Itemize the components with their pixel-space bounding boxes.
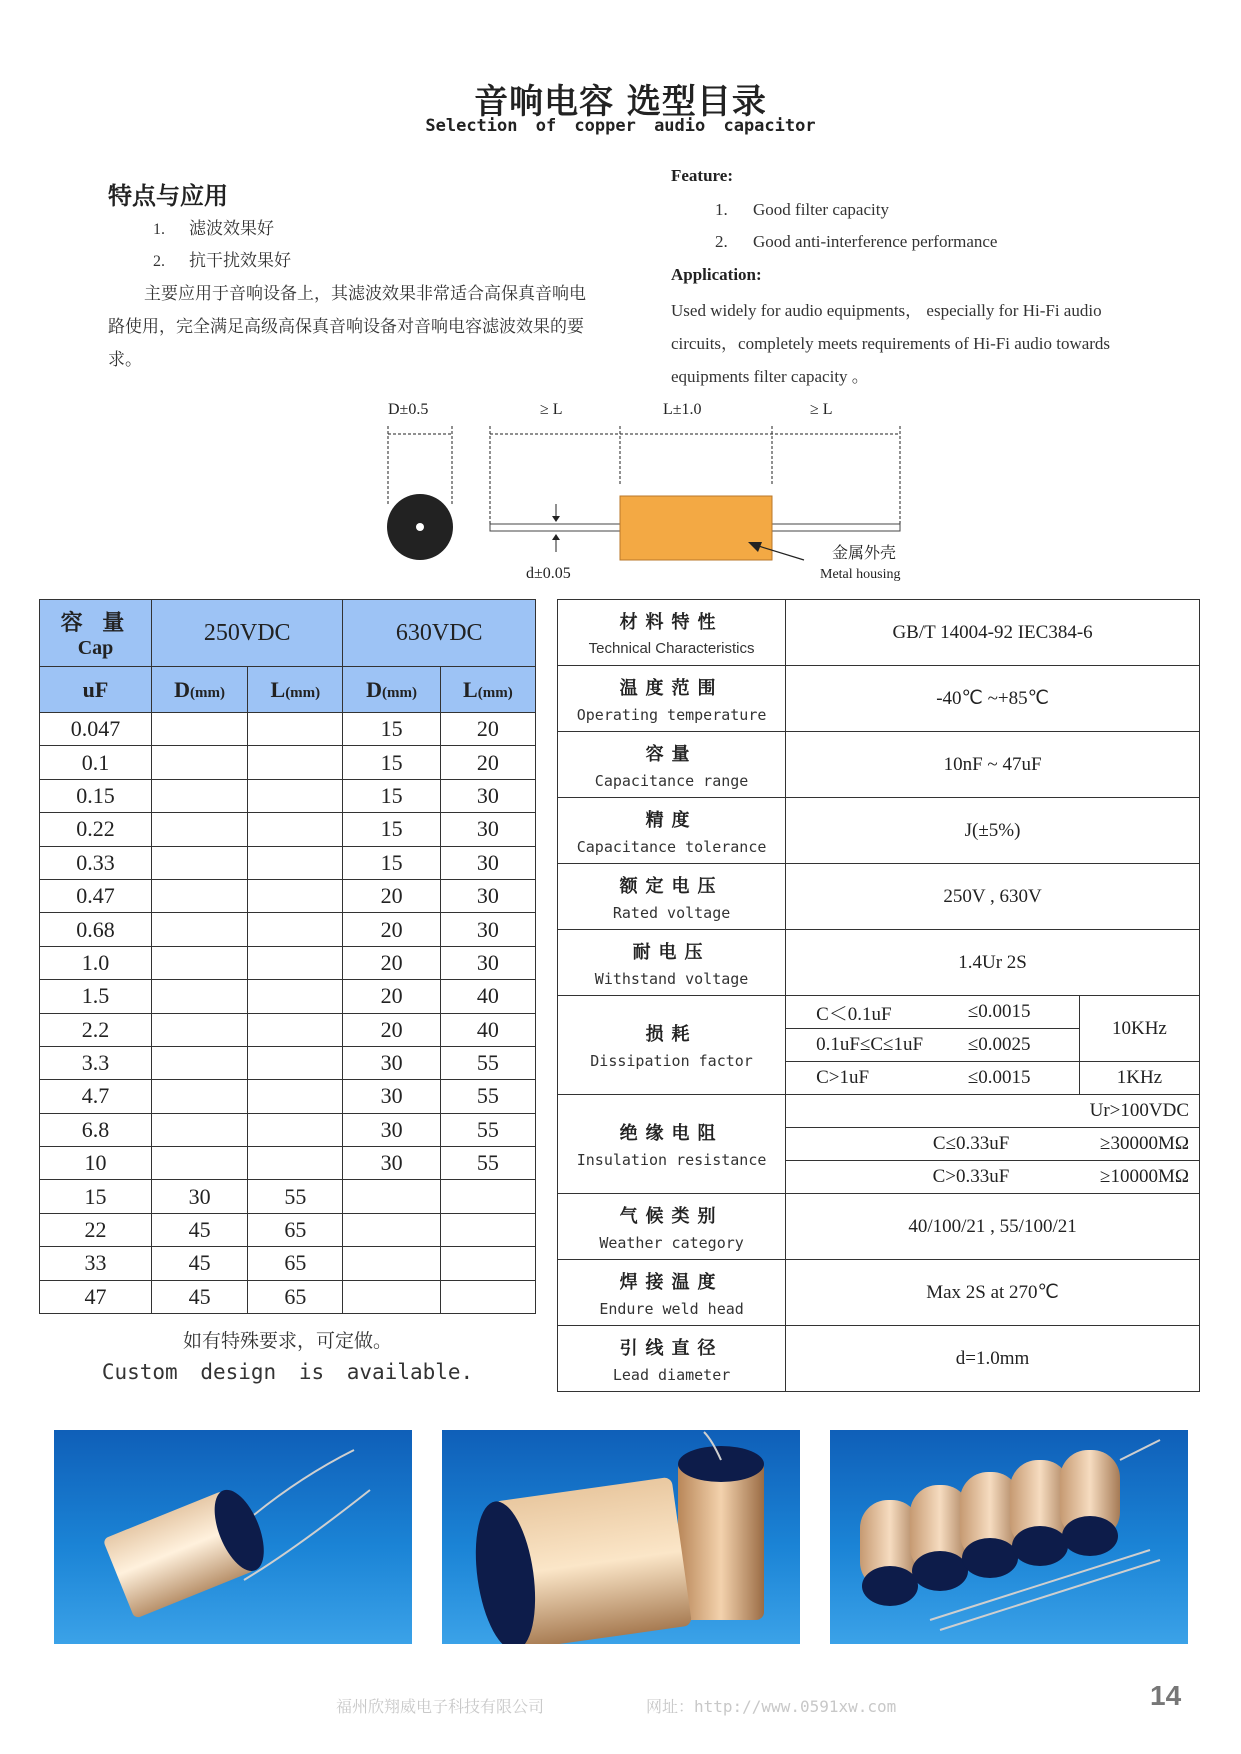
features-cn-item bbox=[153, 246, 291, 271]
table-row bbox=[40, 713, 536, 746]
df-frequency: 1KHz bbox=[1079, 1062, 1199, 1095]
capacitance-dimension-table bbox=[39, 599, 536, 1314]
label-cn: 损耗 bbox=[645, 1024, 698, 1045]
cell-l630: 55 bbox=[440, 1113, 535, 1146]
mm-label: (mm) bbox=[190, 684, 226, 701]
mm-label: (mm) bbox=[285, 684, 321, 701]
header-unit: uF bbox=[40, 667, 152, 713]
label-cn: 绝缘电阻 bbox=[619, 1123, 724, 1144]
spec-value-weather: 40/100/21 , 55/100/21 bbox=[786, 1194, 1200, 1260]
spec-value-weld: Max 2S at 270℃ bbox=[786, 1260, 1200, 1326]
list-text: Good anti-interference performance bbox=[753, 232, 998, 251]
cell-cap: 15 bbox=[40, 1180, 152, 1213]
lead-dot bbox=[416, 523, 424, 531]
cell-cap: 10 bbox=[40, 1147, 152, 1180]
cell-l630 bbox=[440, 1280, 535, 1313]
specification-table bbox=[557, 599, 1200, 1392]
cell-l630 bbox=[440, 1213, 535, 1246]
cell-l630: 30 bbox=[440, 913, 535, 946]
cell-l250 bbox=[248, 1046, 343, 1079]
header-l-250 bbox=[248, 667, 343, 713]
cell-d630: 30 bbox=[343, 1080, 440, 1113]
cell-d250: 45 bbox=[151, 1247, 247, 1280]
d-dimension-label: D±0.5 bbox=[388, 401, 429, 418]
table-row bbox=[40, 1113, 536, 1146]
spec-value-tolerance: J(±5%) bbox=[786, 798, 1200, 864]
cell-cap: 33 bbox=[40, 1247, 152, 1280]
label-cn: 耐电压 bbox=[632, 941, 711, 963]
cell-d630: 20 bbox=[343, 980, 440, 1013]
df-condition: C>1uF bbox=[786, 1062, 968, 1095]
cell-d250: 30 bbox=[151, 1180, 247, 1213]
custom-note-cn: 如有特殊要求，可定做。 bbox=[182, 1330, 392, 1352]
spec-value-technical: GB/T 14004-92 IEC384-6 bbox=[786, 600, 1200, 666]
cell-cap: 1.0 bbox=[40, 946, 152, 979]
cell-l250 bbox=[248, 946, 343, 979]
header-cap bbox=[40, 600, 152, 667]
cell-d630: 15 bbox=[343, 813, 440, 846]
arrow-head bbox=[552, 516, 560, 522]
label-en: Capacitance range bbox=[594, 771, 749, 790]
label-cn: 精度 bbox=[645, 809, 698, 831]
cell-l630: 30 bbox=[440, 879, 535, 912]
cell-l250 bbox=[248, 813, 343, 846]
capacitor-illustration bbox=[830, 1430, 1188, 1644]
capacitor-illustration bbox=[54, 1430, 412, 1644]
header-cap-cn: 容 量 bbox=[60, 611, 131, 636]
cell-l250 bbox=[248, 913, 343, 946]
footer-company: 福州欣翔威电子科技有限公司 bbox=[336, 1697, 545, 1716]
cell-d250 bbox=[151, 913, 247, 946]
lead-diameter-label: d±0.05 bbox=[526, 565, 571, 582]
header-250vdc: 250VDC bbox=[151, 600, 343, 667]
features-cn-description: 主要应用于音响设备上，其滤波效果非常适合高保真音响电路使用，完全满足高级高保真音响设备对音响电容滤波效果的要求。 bbox=[108, 284, 586, 370]
cell-l250: 65 bbox=[248, 1280, 343, 1313]
cell-d250 bbox=[151, 746, 247, 779]
table-row bbox=[40, 1280, 536, 1313]
features-cn-item bbox=[153, 214, 274, 239]
spec-label-insulation bbox=[558, 1095, 786, 1194]
cell-l250 bbox=[248, 879, 343, 912]
table-row bbox=[40, 813, 536, 846]
label-en: Rated voltage bbox=[612, 903, 731, 922]
df-value: ≤0.0025 bbox=[968, 1029, 1080, 1062]
cell-d630 bbox=[343, 1180, 440, 1213]
table-row bbox=[40, 1046, 536, 1079]
product-photo bbox=[54, 1430, 412, 1644]
table-row bbox=[40, 1080, 536, 1113]
page-number: 14 bbox=[1150, 1680, 1182, 1711]
header-d-630 bbox=[343, 667, 440, 713]
label-cn: 引线直径 bbox=[619, 1337, 724, 1359]
lead-length-left-label: ≥ L bbox=[540, 401, 563, 418]
l-label: L bbox=[270, 676, 286, 702]
cell-l630: 40 bbox=[440, 1013, 535, 1046]
arrow-head bbox=[552, 534, 560, 540]
features-cn-heading: 特点与应用 bbox=[108, 182, 228, 210]
df-value: ≤0.0015 bbox=[968, 1062, 1080, 1095]
cell-d250: 45 bbox=[151, 1280, 247, 1313]
spec-label-rated-voltage bbox=[558, 864, 786, 930]
list-number: 1. bbox=[153, 221, 165, 238]
d-label: D bbox=[174, 676, 191, 702]
cell-d250 bbox=[151, 1113, 247, 1146]
feature-item bbox=[715, 200, 889, 220]
cell-l630: 30 bbox=[440, 946, 535, 979]
l-label: L bbox=[463, 676, 478, 702]
housing-label-en: Metal housing bbox=[820, 567, 901, 582]
list-text: 抗干扰效果好 bbox=[189, 251, 291, 271]
cell-d630 bbox=[343, 1247, 440, 1280]
spec-value-capacitance: 10nF ~ 47uF bbox=[786, 732, 1200, 798]
label-en: Operating temperature bbox=[576, 705, 767, 724]
df-frequency: 10KHz bbox=[1079, 996, 1199, 1062]
spec-label-weld bbox=[558, 1260, 786, 1326]
cell-cap: 0.1 bbox=[40, 746, 152, 779]
cell-l250: 65 bbox=[248, 1247, 343, 1280]
list-number: 2. bbox=[715, 232, 728, 251]
spec-label-temperature bbox=[558, 666, 786, 732]
df-value: ≤0.0015 bbox=[968, 996, 1080, 1029]
product-photo bbox=[830, 1430, 1188, 1644]
lead-length-right-label: ≥ L bbox=[810, 401, 833, 418]
footer-website[interactable]: 网址：http://www.0591xw.com bbox=[646, 1697, 897, 1716]
cell-l630: 30 bbox=[440, 813, 535, 846]
cell-l250 bbox=[248, 980, 343, 1013]
page-title: 音响电容 选型目录 bbox=[474, 82, 767, 122]
cell-d250 bbox=[151, 1147, 247, 1180]
cell-cap: 22 bbox=[40, 1213, 152, 1246]
list-number: 1. bbox=[715, 200, 728, 219]
cell-cap: 0.47 bbox=[40, 879, 152, 912]
cell-d630: 30 bbox=[343, 1147, 440, 1180]
label-en: Capacitance tolerance bbox=[576, 837, 767, 856]
list-text: 滤波效果好 bbox=[189, 219, 274, 239]
d-label: D bbox=[366, 676, 383, 702]
list-number: 2. bbox=[153, 253, 165, 270]
header-d-250 bbox=[151, 667, 247, 713]
spec-value-lead: d=1.0mm bbox=[786, 1326, 1200, 1392]
cell-d250 bbox=[151, 1013, 247, 1046]
spec-label-tolerance bbox=[558, 798, 786, 864]
spec-label-capacitance bbox=[558, 732, 786, 798]
product-photo bbox=[442, 1430, 800, 1644]
label-en: Insulation resistance bbox=[576, 1151, 767, 1169]
cell-cap: 2.2 bbox=[40, 1013, 152, 1046]
cell-l630: 20 bbox=[440, 713, 535, 746]
cell-d250 bbox=[151, 779, 247, 812]
label-en: Technical Characteristics bbox=[588, 640, 755, 657]
page-subtitle: Selection of copper audio capacitor bbox=[425, 116, 816, 136]
cell-l630: 55 bbox=[440, 1080, 535, 1113]
body-length-label: L±1.0 bbox=[663, 401, 702, 418]
cell-cap: 47 bbox=[40, 1280, 152, 1313]
label-en: Endure weld head bbox=[599, 1299, 744, 1318]
cell-l250 bbox=[248, 846, 343, 879]
dimension-diagram bbox=[380, 396, 940, 588]
spec-value-rated-voltage: 250V , 630V bbox=[786, 864, 1200, 930]
ir-condition: Ur>100VDC bbox=[786, 1095, 1200, 1128]
spec-value-temperature: -40℃ ~+85℃ bbox=[786, 666, 1200, 732]
cell-d630: 30 bbox=[343, 1113, 440, 1146]
cell-l630: 30 bbox=[440, 779, 535, 812]
cell-d630: 30 bbox=[343, 1046, 440, 1079]
cell-cap: 0.22 bbox=[40, 813, 152, 846]
table-row bbox=[40, 980, 536, 1013]
list-text: Good filter capacity bbox=[753, 200, 889, 219]
cell-cap: 6.8 bbox=[40, 1113, 152, 1146]
table-row bbox=[40, 1247, 536, 1280]
cell-l250 bbox=[248, 779, 343, 812]
cell-l250: 55 bbox=[248, 1180, 343, 1213]
table-row bbox=[40, 1147, 536, 1180]
cell-l250 bbox=[248, 746, 343, 779]
ir-row-value: ≥10000MΩ bbox=[1079, 1161, 1199, 1194]
mm-label: (mm) bbox=[477, 684, 513, 701]
cell-l630: 55 bbox=[440, 1147, 535, 1180]
capacitance-rows bbox=[40, 713, 536, 1314]
table-row bbox=[40, 879, 536, 912]
table-row bbox=[40, 1180, 536, 1213]
label-cn: 气候类别 bbox=[619, 1205, 724, 1227]
mm-label: (mm) bbox=[382, 684, 418, 701]
label-cn: 焊接温度 bbox=[619, 1271, 724, 1293]
feature-item bbox=[715, 232, 997, 252]
cell-l630: 30 bbox=[440, 846, 535, 879]
feature-heading: Feature: bbox=[671, 166, 733, 185]
table-row bbox=[40, 913, 536, 946]
label-en: Lead diameter bbox=[612, 1365, 731, 1384]
cell-d630 bbox=[343, 1213, 440, 1246]
spec-label-lead bbox=[558, 1326, 786, 1392]
cell-d630: 15 bbox=[343, 746, 440, 779]
label-cn: 温度范围 bbox=[619, 677, 724, 699]
cell-l630: 55 bbox=[440, 1046, 535, 1079]
cell-l630: 40 bbox=[440, 980, 535, 1013]
spec-label-weather bbox=[558, 1194, 786, 1260]
cell-d250: 45 bbox=[151, 1213, 247, 1246]
cell-d630: 20 bbox=[343, 913, 440, 946]
cell-l630 bbox=[440, 1180, 535, 1213]
cell-d630: 20 bbox=[343, 1013, 440, 1046]
cell-d630: 15 bbox=[343, 846, 440, 879]
label-en: Dissipation factor bbox=[590, 1052, 753, 1070]
cell-l250 bbox=[248, 713, 343, 746]
cell-l630 bbox=[440, 1247, 535, 1280]
cell-l630: 20 bbox=[440, 746, 535, 779]
cell-cap: 3.3 bbox=[40, 1046, 152, 1079]
cell-cap: 0.68 bbox=[40, 913, 152, 946]
table-row bbox=[40, 1213, 536, 1246]
ir-row-value: ≥30000MΩ bbox=[1079, 1128, 1199, 1161]
cell-d250 bbox=[151, 1080, 247, 1113]
cell-l250 bbox=[248, 1147, 343, 1180]
capacitor-illustration bbox=[442, 1430, 800, 1644]
cell-d250 bbox=[151, 980, 247, 1013]
header-l-630 bbox=[440, 667, 535, 713]
cell-d250 bbox=[151, 946, 247, 979]
cell-cap: 4.7 bbox=[40, 1080, 152, 1113]
table-row bbox=[40, 946, 536, 979]
header-cap-en: Cap bbox=[77, 637, 114, 659]
cell-l250 bbox=[248, 1113, 343, 1146]
label-cn: 容量 bbox=[645, 743, 698, 765]
cell-d250 bbox=[151, 813, 247, 846]
cell-l250 bbox=[248, 1080, 343, 1113]
spec-value-withstand-voltage: 1.4Ur 2S bbox=[786, 930, 1200, 996]
df-condition: C＜0.1uF bbox=[786, 996, 968, 1029]
table-row bbox=[40, 746, 536, 779]
cell-cap: 1.5 bbox=[40, 980, 152, 1013]
cell-cap: 0.15 bbox=[40, 779, 152, 812]
cell-d630: 20 bbox=[343, 879, 440, 912]
label-en: Weather category bbox=[599, 1233, 744, 1252]
label-cn: 额定电压 bbox=[619, 875, 724, 897]
cell-d250 bbox=[151, 713, 247, 746]
cell-d630: 20 bbox=[343, 946, 440, 979]
spec-label-withstand-voltage bbox=[558, 930, 786, 996]
cell-d630 bbox=[343, 1280, 440, 1313]
cell-d250 bbox=[151, 879, 247, 912]
label-cn: 材料特性 bbox=[619, 612, 724, 633]
spec-label-dissipation bbox=[558, 996, 786, 1095]
housing-label-cn: 金属外壳 bbox=[832, 543, 897, 562]
df-condition: 0.1uF≤C≤1uF bbox=[786, 1029, 968, 1062]
application-text: Used widely for audio equipments， especially for Hi-Fi audio circuits，completely meets requirements of Hi-Fi audio towards equipments filter capacity 。 bbox=[671, 301, 1111, 386]
ir-row-condition: C≤0.33uF bbox=[786, 1128, 1080, 1161]
custom-note-en: Custom design is available. bbox=[101, 1360, 474, 1384]
label-en: Withstand voltage bbox=[594, 969, 749, 988]
cell-d630: 15 bbox=[343, 713, 440, 746]
cell-l250: 65 bbox=[248, 1213, 343, 1246]
cell-cap: 0.33 bbox=[40, 846, 152, 879]
table-row bbox=[40, 1013, 536, 1046]
table-row bbox=[40, 779, 536, 812]
spec-label-technical bbox=[558, 600, 786, 666]
table-row bbox=[40, 846, 536, 879]
cell-d630: 15 bbox=[343, 779, 440, 812]
ir-row-condition: C>0.33uF bbox=[786, 1161, 1080, 1194]
cell-d250 bbox=[151, 846, 247, 879]
cell-cap: 0.047 bbox=[40, 713, 152, 746]
header-630vdc: 630VDC bbox=[343, 600, 536, 667]
cell-l250 bbox=[248, 1013, 343, 1046]
cell-d250 bbox=[151, 1046, 247, 1079]
capacitor-body bbox=[620, 496, 772, 560]
application-heading: Application: bbox=[671, 265, 762, 284]
